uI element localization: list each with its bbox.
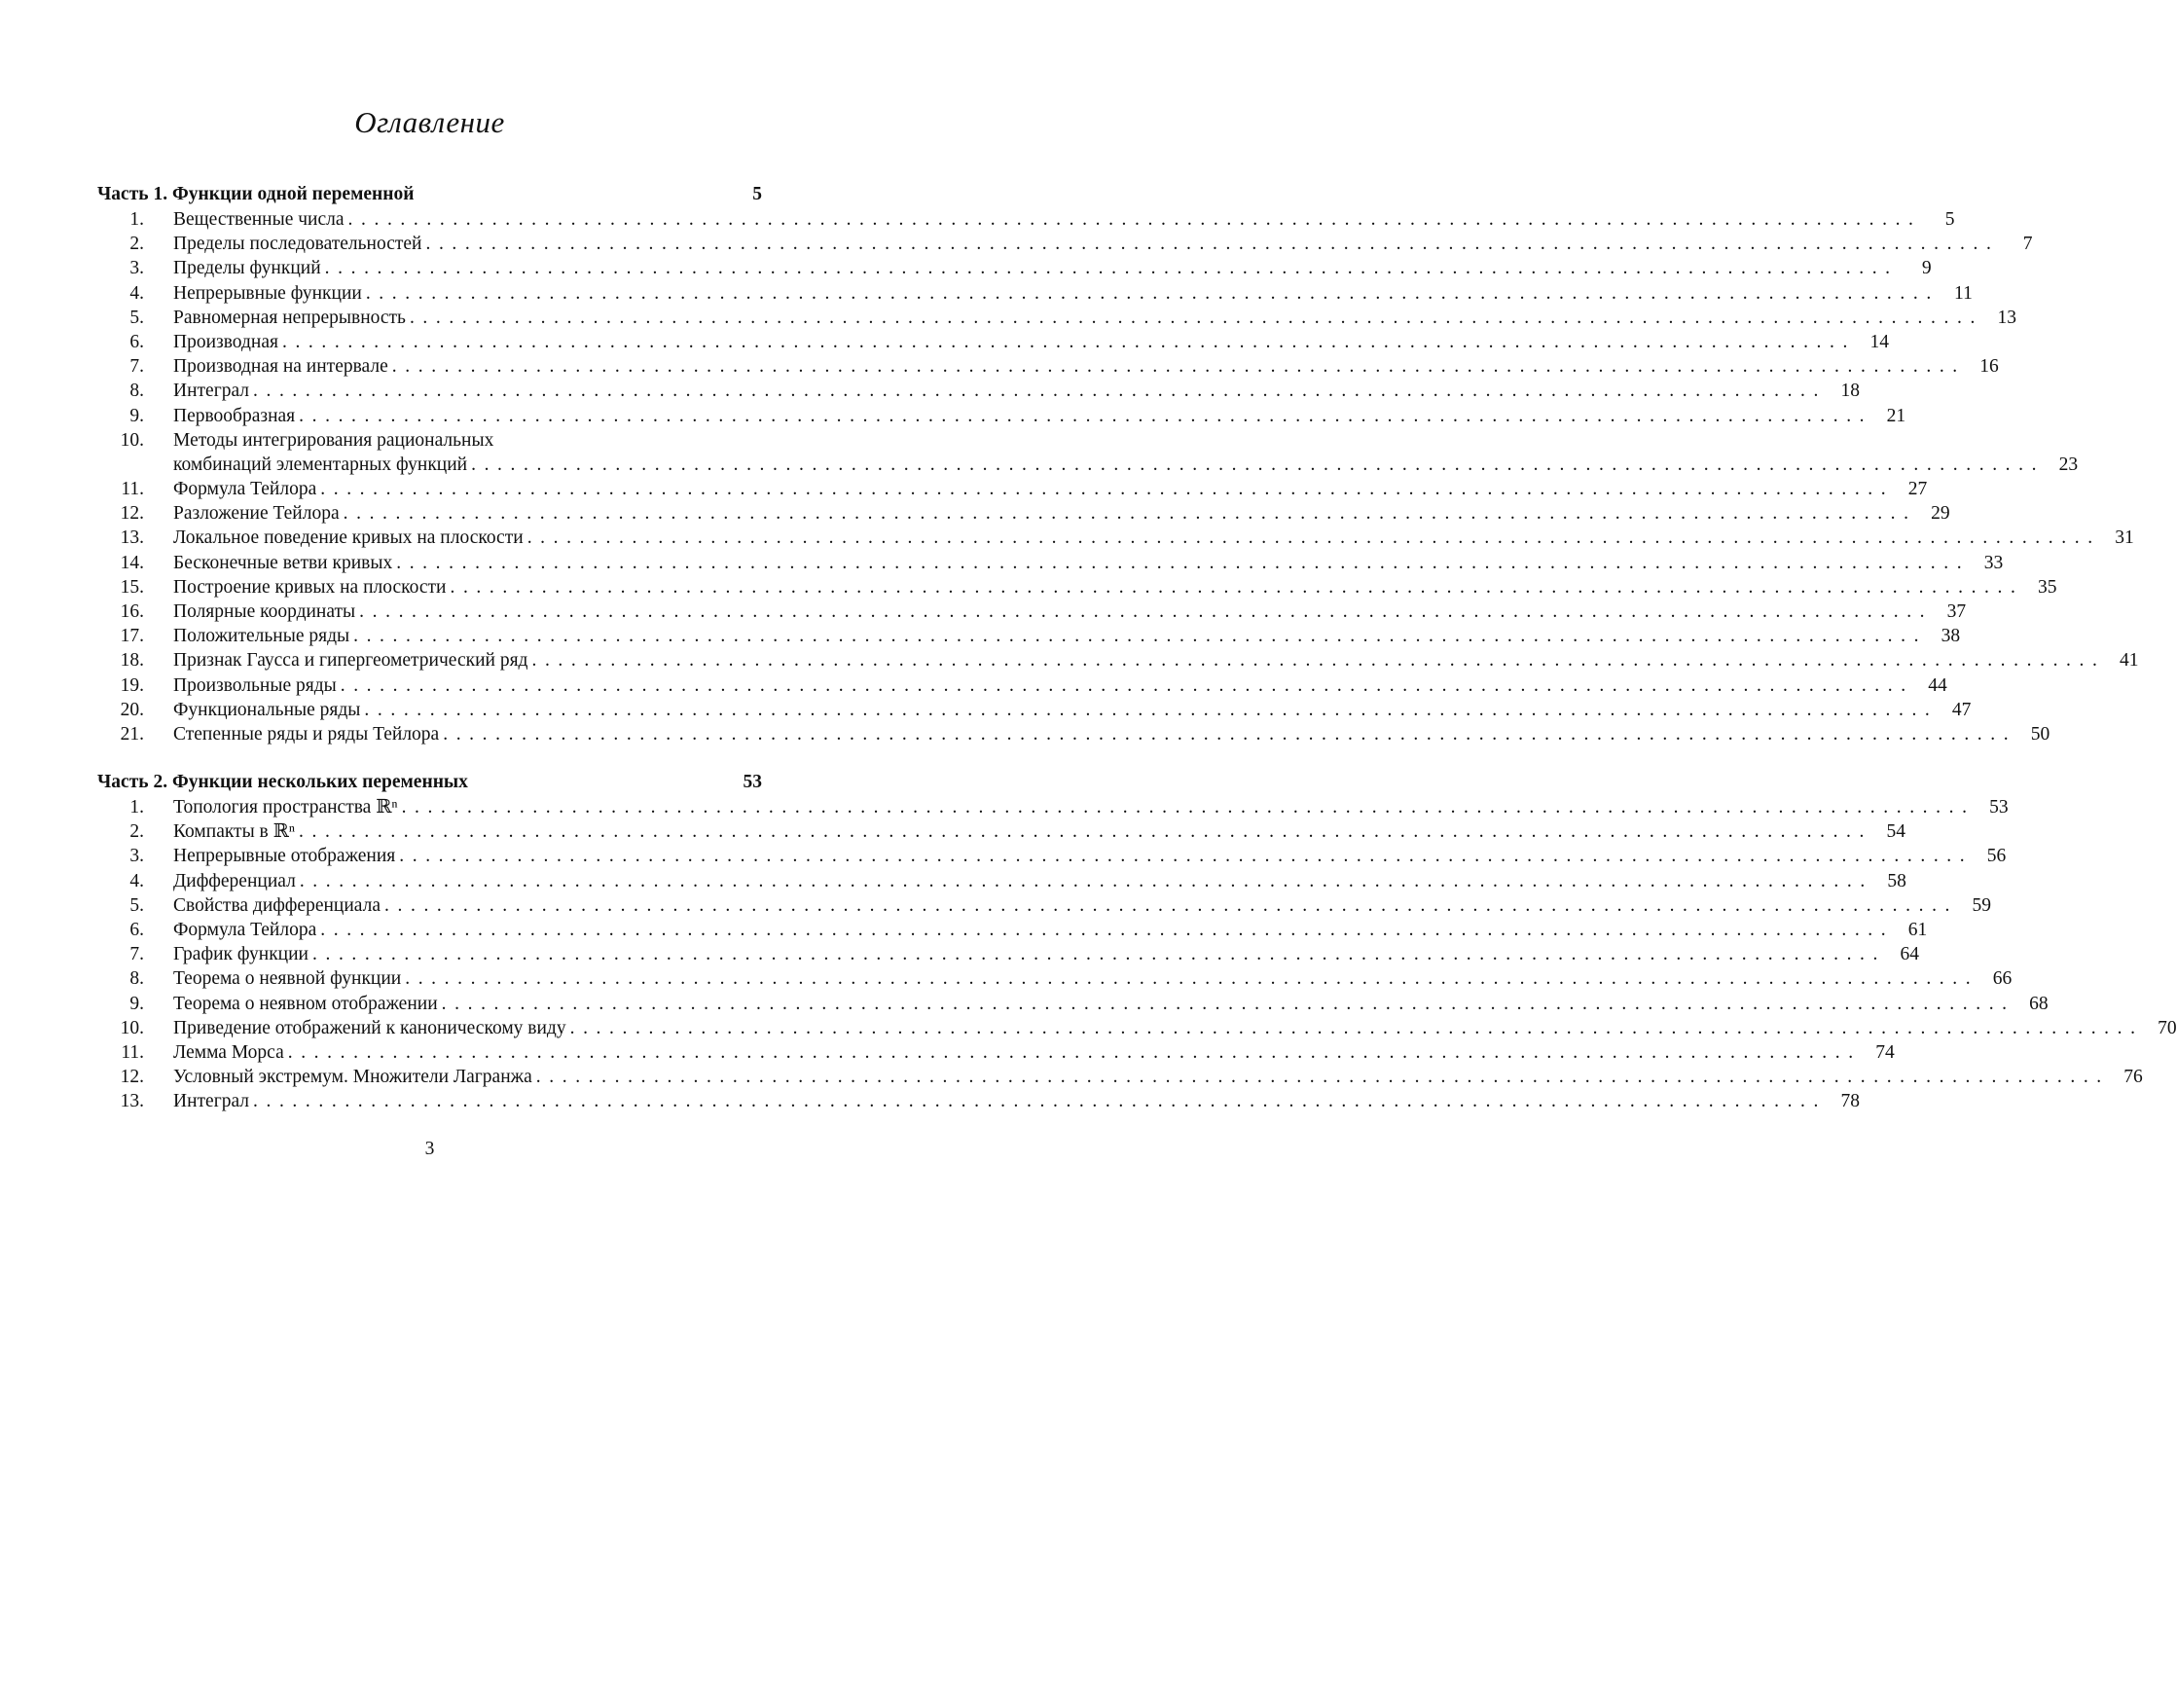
entry-title: Степенные ряды и ряды Тейлора <box>173 722 443 746</box>
entry-number: 10. <box>120 1017 144 1038</box>
entry-line <box>173 942 1919 966</box>
entry-number: 16. <box>120 601 144 623</box>
entry-page: 21 <box>1886 405 1906 426</box>
entry-line <box>173 722 2050 746</box>
page-number: 3 <box>424 1139 435 1159</box>
entry-title: Условный экстремум. Множители Лагранжа <box>173 1065 536 1089</box>
entry-title: Локальное поведение кривых на плоскости <box>173 526 527 550</box>
dot-leader: ........................................................................................................................ <box>253 1091 1827 1112</box>
entry-line <box>173 428 762 453</box>
entry-page: 27 <box>1907 479 1928 500</box>
dot-leader: ........................................................................................................................ <box>384 894 1959 916</box>
entry-line <box>173 992 2049 1016</box>
entry-title: Непрерывные отображения <box>173 844 399 868</box>
entry-number: 21. <box>120 723 144 745</box>
part-page: 5 <box>752 184 762 204</box>
dot-leader: ........................................................................................................................ <box>340 674 1914 696</box>
entry-page: 50 <box>2030 723 2050 745</box>
entry-page: 78 <box>1840 1091 1860 1112</box>
toc-entry[interactable] <box>97 722 2050 746</box>
entry-number: 9. <box>129 993 144 1014</box>
entry-number: 17. <box>120 626 144 647</box>
entry-number: 8. <box>129 381 144 402</box>
entry-line <box>173 551 2004 575</box>
dot-leader: ........................................................................................................................ <box>312 944 1886 965</box>
toc-entry[interactable] <box>97 648 2139 672</box>
entry-line <box>173 819 1905 844</box>
entry-title: Свойства дифференциала <box>173 893 384 918</box>
entry-page: 61 <box>1907 919 1928 940</box>
entry-number: 2. <box>129 234 144 255</box>
entry-number: 13. <box>120 527 144 549</box>
entry-number: 5. <box>129 894 144 916</box>
entry-body <box>173 722 2050 746</box>
entry-body <box>173 673 1947 698</box>
entry-line <box>173 1040 1895 1065</box>
dot-leader: ........................................................................................................................ <box>299 821 1872 843</box>
entry-title: Пределы функций <box>173 256 325 280</box>
entry-page: 64 <box>1900 944 1919 965</box>
entry-line <box>173 1089 1860 1113</box>
toc-entry[interactable] <box>97 1040 1895 1065</box>
entry-line <box>173 893 1992 918</box>
entry-page: 56 <box>1986 846 2007 867</box>
entry-title: Формула Тейлора <box>173 477 320 501</box>
entry-line <box>173 207 1955 232</box>
entry-line <box>173 966 2013 991</box>
entry-line <box>173 330 1889 354</box>
dot-leader: ........................................................................................................................ <box>281 331 1856 352</box>
entry-line <box>173 673 1947 698</box>
entry-body <box>173 256 1932 280</box>
entry-line <box>173 306 2016 330</box>
entry-body <box>173 232 2033 256</box>
dot-leader: ........................................................................................................................ <box>401 797 1976 818</box>
entry-page: 74 <box>1875 1041 1895 1063</box>
toc-entry[interactable] <box>97 330 1889 354</box>
dot-leader: ........................................................................................................................ <box>526 527 2101 549</box>
entry-title: Бесконечные ветви кривых <box>173 551 396 575</box>
dot-leader: ........................................................................................................................ <box>399 846 1974 867</box>
entry-number: 14. <box>120 552 144 573</box>
toc-entry[interactable] <box>97 379 1860 403</box>
entry-body <box>173 795 2009 819</box>
entry-page: 53 <box>1989 797 2009 818</box>
entry-title: Интеграл <box>173 379 253 403</box>
entry-page: 38 <box>1941 626 1961 647</box>
toc-entry[interactable] <box>97 526 2134 550</box>
entry-body <box>173 819 1905 844</box>
entry-number: 9. <box>129 405 144 426</box>
dot-leader: ........................................................................................................................ <box>425 234 2000 255</box>
entry-body <box>173 575 2057 600</box>
part-entries <box>97 207 2139 746</box>
dot-leader: ........................................................................................................................ <box>299 405 1873 426</box>
entry-body <box>173 1040 1895 1065</box>
entry-body <box>173 698 1972 722</box>
entry-page: 33 <box>1983 552 2004 573</box>
entry-page: 29 <box>1931 503 1950 525</box>
entry-body <box>173 624 1961 648</box>
entry-page: 35 <box>2037 576 2057 598</box>
entry-line <box>173 501 1950 526</box>
entry-page: 18 <box>1840 381 1860 402</box>
entry-line <box>173 256 1932 280</box>
toc-entry[interactable] <box>97 501 1950 526</box>
entry-title: Формула Тейлора <box>173 918 320 942</box>
toc-entry[interactable] <box>97 624 1961 648</box>
part-label: Часть 2. Функции нескольких переменных <box>97 772 468 792</box>
entry-body <box>173 1065 2143 1089</box>
entry-line <box>173 844 2007 868</box>
entry-title: Функциональные ряды <box>173 698 364 722</box>
entry-page: 47 <box>1951 699 1972 720</box>
entry-title: Полярные координаты <box>173 600 359 624</box>
entry-page: 66 <box>1992 968 2013 990</box>
entry-body <box>173 477 1928 501</box>
entry-body <box>173 992 2049 1016</box>
dot-leader: ........................................................................................................................ <box>396 552 1971 573</box>
dot-leader: ........................................................................................................................ <box>320 919 1895 940</box>
dot-leader: ........................................................................................................................ <box>409 307 1983 328</box>
entry-title: Производная <box>173 330 282 354</box>
entry-number: 4. <box>129 282 144 304</box>
entry-page: 37 <box>1946 601 1967 623</box>
entry-body <box>173 354 1999 379</box>
entry-body <box>173 207 1955 232</box>
entry-title: Пределы последовательностей <box>173 232 425 256</box>
entry-body <box>173 1016 2177 1040</box>
entry-line <box>173 526 2134 550</box>
entry-line <box>173 869 1906 893</box>
part-page: 53 <box>743 772 762 792</box>
entry-number: 3. <box>129 258 144 279</box>
toc-entry[interactable] <box>97 551 2004 575</box>
dot-leader: ........................................................................................................................ <box>324 258 1899 279</box>
entry-page: 13 <box>1997 307 2016 328</box>
toc-entry[interactable] <box>97 869 1906 893</box>
entry-body <box>173 428 2079 477</box>
entry-number: 19. <box>120 674 144 696</box>
entry-line <box>173 698 1972 722</box>
dot-leader: ........................................................................................................................ <box>450 576 2024 598</box>
dot-leader: ........................................................................................................................ <box>343 503 1917 525</box>
toc-entry[interactable] <box>97 819 1905 844</box>
entry-line <box>173 404 1906 428</box>
dot-leader: ........................................................................................................................ <box>365 282 1940 304</box>
entry-page: 70 <box>2158 1017 2177 1038</box>
entry-title: комбинаций элементарных функций <box>173 453 471 477</box>
dot-leader: ........................................................................................................................ <box>569 1017 2144 1038</box>
entry-page: 58 <box>1887 870 1906 891</box>
dot-leader: ........................................................................................................................ <box>287 1041 1862 1063</box>
entry-title: Положительные ряды <box>173 624 353 648</box>
dot-leader: ........................................................................................................................ <box>359 601 1934 623</box>
dot-leader: ........................................................................................................................ <box>535 1067 2110 1088</box>
entry-page: 68 <box>2029 993 2049 1014</box>
toc-entry[interactable] <box>97 1065 2143 1089</box>
entry-page: 31 <box>2115 527 2134 549</box>
entry-body <box>173 648 2139 672</box>
entry-body <box>173 551 2004 575</box>
toc-entry[interactable] <box>97 232 2033 256</box>
entry-title: Производная на интервале <box>173 354 392 379</box>
toc-entry[interactable] <box>97 992 2049 1016</box>
toc-entry[interactable] <box>97 942 1919 966</box>
entry-number: 18. <box>120 650 144 672</box>
entry-title: Компакты в ℝⁿ <box>173 819 299 844</box>
toc-entry[interactable] <box>97 966 2013 991</box>
toc-entry[interactable] <box>97 256 1932 280</box>
entry-body <box>173 379 1860 403</box>
toc-entry[interactable] <box>97 600 1967 624</box>
dot-leader: ........................................................................................................................ <box>391 356 1966 378</box>
entry-page: 59 <box>1972 894 1992 916</box>
toc-entry[interactable] <box>97 844 2007 868</box>
entry-line <box>173 575 2057 600</box>
dot-leader: ........................................................................................................................ <box>299 870 1873 891</box>
entry-title: График функции <box>173 942 312 966</box>
entry-number: 7. <box>129 356 144 378</box>
entry-title: Методы интегрирования рациональных <box>173 430 497 451</box>
entry-page: 14 <box>1869 331 1889 352</box>
entry-title: Теорема о неявном отображении <box>173 992 442 1016</box>
dot-leader: ........................................................................................................................ <box>441 993 2015 1014</box>
entry-body <box>173 893 1992 918</box>
entry-page: 76 <box>2123 1067 2143 1088</box>
part-entries <box>97 795 2177 1113</box>
toc-entry[interactable] <box>97 673 1947 698</box>
entry-title: Приведение отображений к каноническому виду <box>173 1016 570 1040</box>
dot-leader: ........................................................................................................................ <box>347 209 1922 230</box>
entry-title: Признак Гаусса и гипергеометрический ряд <box>173 648 531 672</box>
entry-page: 54 <box>1886 821 1905 843</box>
entry-page: 5 <box>1944 209 1955 230</box>
entry-body <box>173 600 1967 624</box>
toc-entry[interactable] <box>97 893 1992 918</box>
entry-line <box>173 453 2079 477</box>
entry-body <box>173 501 1950 526</box>
toc-entry[interactable] <box>97 575 2057 600</box>
entry-title: Топология пространства ℝⁿ <box>173 795 402 819</box>
entry-line <box>173 354 1999 379</box>
entry-line <box>173 648 2139 672</box>
dot-leader: ........................................................................................................................ <box>253 381 1827 402</box>
entry-body <box>173 942 1919 966</box>
entry-number: 8. <box>129 968 144 990</box>
toc-entry[interactable] <box>97 428 2079 477</box>
toc-entry[interactable] <box>97 281 1973 306</box>
toc-entry[interactable] <box>97 207 1955 232</box>
toc-entry[interactable] <box>97 918 1928 942</box>
entry-title: Вещественные числа <box>173 207 348 232</box>
entry-page: 9 <box>1921 258 1932 279</box>
entry-number: 4. <box>129 870 144 891</box>
entry-line <box>173 624 1961 648</box>
entry-title: Построение кривых на плоскости <box>173 575 450 600</box>
entry-body <box>173 869 1906 893</box>
entry-body <box>173 918 1928 942</box>
entry-number: 5. <box>129 307 144 328</box>
entry-line <box>173 1016 2177 1040</box>
entry-title: Лемма Морса <box>173 1040 288 1065</box>
entry-number: 15. <box>120 576 144 598</box>
entry-line <box>173 232 2033 256</box>
entry-line <box>173 795 2009 819</box>
entry-number: 20. <box>120 699 144 720</box>
entry-number: 1. <box>129 797 144 818</box>
entry-number: 12. <box>120 1067 144 1088</box>
entry-body <box>173 1089 1860 1113</box>
toc-entry[interactable] <box>97 404 1906 428</box>
entry-number: 3. <box>129 846 144 867</box>
part-heading[interactable] <box>97 771 762 794</box>
toc-entry[interactable] <box>97 795 2009 819</box>
entry-line <box>173 477 1928 501</box>
entry-number: 7. <box>129 944 144 965</box>
entry-title: Разложение Тейлора <box>173 501 344 526</box>
part-heading[interactable] <box>97 183 762 206</box>
dot-leader: ........................................................................................................................ <box>531 650 2106 672</box>
toc-entry[interactable] <box>97 477 1928 501</box>
entry-body <box>173 330 1889 354</box>
entry-page: 16 <box>1979 356 1999 378</box>
toc-entry[interactable] <box>97 354 1999 379</box>
dot-leader: ........................................................................................................................ <box>443 723 2017 745</box>
entry-line <box>173 1065 2143 1089</box>
entry-line <box>173 281 1973 306</box>
entry-title: Дифференциал <box>173 869 300 893</box>
entry-page: 41 <box>2119 650 2139 672</box>
entry-number: 6. <box>129 919 144 940</box>
entry-body <box>173 966 2013 991</box>
toc-entry[interactable] <box>97 1089 1860 1113</box>
entry-title: Первообразная <box>173 404 299 428</box>
entry-title: Произвольные ряды <box>173 673 341 698</box>
entry-number: 6. <box>129 331 144 352</box>
entry-body <box>173 844 2007 868</box>
dot-leader: ........................................................................................................................ <box>471 454 2046 475</box>
entry-body <box>173 306 2016 330</box>
part-label: Часть 1. Функции одной переменной <box>97 184 415 204</box>
entry-page: 23 <box>2058 454 2079 475</box>
entry-line <box>173 379 1860 403</box>
dot-leader: ........................................................................................................................ <box>353 626 1928 647</box>
entry-page: 44 <box>1928 674 1947 696</box>
entry-body <box>173 526 2134 550</box>
toc-entry[interactable] <box>97 1016 2177 1040</box>
toc-title: Оглавление <box>354 105 505 139</box>
entry-number: 2. <box>129 821 144 843</box>
entry-title: Равномерная непрерывность <box>173 306 410 330</box>
entry-body <box>173 404 1906 428</box>
entry-title: Непрерывные функции <box>173 281 366 306</box>
dot-leader: ........................................................................................................................ <box>405 968 1979 990</box>
entry-number: 11. <box>121 1041 144 1063</box>
entry-title: Интеграл <box>173 1089 253 1113</box>
entry-number: 13. <box>120 1091 144 1112</box>
toc-entry[interactable] <box>97 306 2016 330</box>
entry-page: 11 <box>1954 282 1973 304</box>
entry-number: 10. <box>120 429 144 451</box>
entry-line <box>173 918 1928 942</box>
entry-line <box>173 600 1967 624</box>
entry-number: 12. <box>120 503 144 525</box>
entry-number: 11. <box>121 479 144 500</box>
entry-title: Теорема о неявной функции <box>173 966 405 991</box>
entry-page: 7 <box>2022 234 2033 255</box>
entry-number: 1. <box>129 209 144 230</box>
dot-leader: ........................................................................................................................ <box>320 479 1895 500</box>
entry-body <box>173 281 1973 306</box>
dot-leader: ........................................................................................................................ <box>364 699 1939 720</box>
toc-entry[interactable] <box>97 698 1972 722</box>
